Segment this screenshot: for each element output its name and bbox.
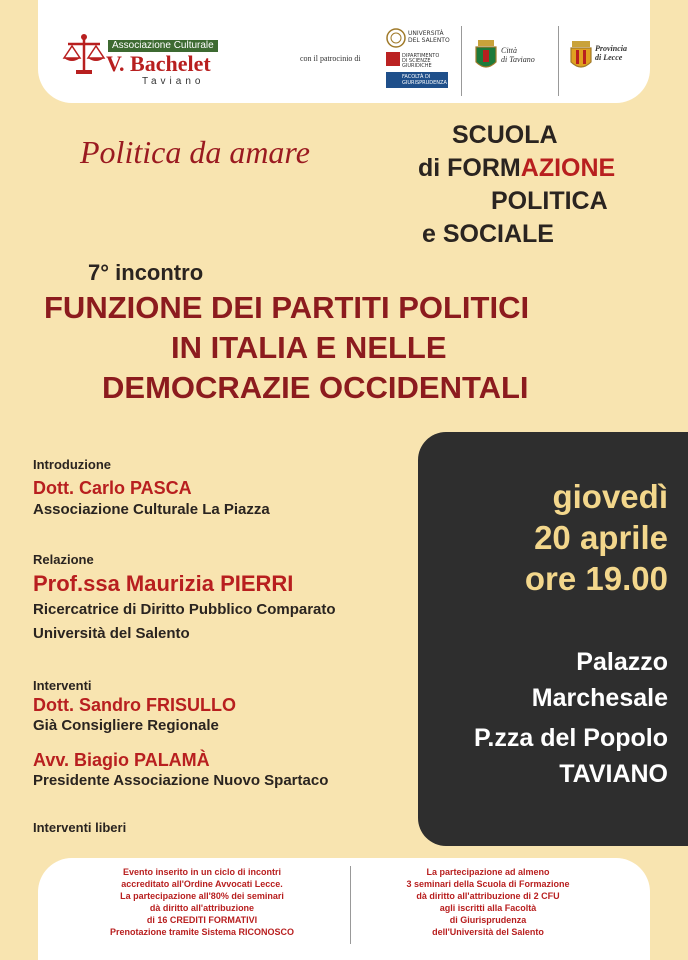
venue-line-2: Marchesale bbox=[531, 684, 668, 712]
intervention-speaker-1: Dott. Sandro FRISULLO bbox=[33, 695, 236, 715]
patronage-label: con il patrocinio di bbox=[300, 54, 361, 63]
series-title: Politica da amare bbox=[80, 134, 310, 170]
scales-of-justice-icon bbox=[62, 32, 106, 76]
university-name: UNIVERSITÀ DEL SALENTO bbox=[408, 30, 450, 44]
report-label: Relazione bbox=[33, 552, 94, 567]
venue-line-4: TAVIANO bbox=[559, 760, 668, 788]
main-title-line-3: DEMOCRAZIE OCCIDENTALI bbox=[102, 370, 529, 405]
association-type: Associazione Culturale bbox=[108, 40, 218, 52]
event-time: ore 19.00 bbox=[524, 560, 668, 597]
association-city: Taviano bbox=[142, 76, 205, 87]
header-divider bbox=[558, 26, 559, 96]
intro-label: Introduzione bbox=[33, 457, 111, 472]
school-title-line-4: e SOCIALE bbox=[422, 220, 554, 248]
intervention-affiliation-2: Presidente Associazione Nuovo Spartaco bbox=[33, 772, 329, 789]
department-logo: DIPARTIMENTO DI SCIENZE GIURIDICHE bbox=[386, 52, 448, 66]
province-crest-icon bbox=[568, 40, 594, 74]
faculty-logo: FACOLTÀ DI GIURISPRUDENZA bbox=[386, 72, 448, 88]
header-divider bbox=[461, 26, 462, 96]
footer-credits-lawyers: Evento inserito in un ciclo di incontri accreditato all'Ordine Avvocati Lecce. La partecipazione all'80% dei seminari dà diritto all'attribuzione di 16 CREDITI FORMATIVI Prenotazione tramite Sistema RICONOSCO bbox=[109, 867, 295, 937]
city-name: Città di Taviano bbox=[501, 46, 535, 64]
main-title-line-1: FUNZIONE DEI PARTITI POLITICI bbox=[44, 290, 530, 325]
main-title-line-2: IN ITALIA E NELLE bbox=[171, 330, 447, 365]
intro-speaker: Dott. Carlo PASCA bbox=[33, 478, 192, 498]
university-seal-icon bbox=[386, 28, 406, 48]
school-title-line-3: POLITICA bbox=[491, 187, 608, 215]
association-logo bbox=[62, 32, 232, 90]
event-date: 20 aprile bbox=[534, 519, 668, 556]
event-details-panel bbox=[418, 432, 688, 846]
intervention-affiliation-1: Già Consigliere Regionale bbox=[33, 717, 219, 734]
report-speaker: Prof.ssa Maurizia PIERRI bbox=[33, 571, 294, 596]
city-crest-icon bbox=[473, 38, 499, 74]
association-name: V. Bachelet bbox=[106, 51, 211, 76]
footer-credits-students: La partecipazione ad almeno 3 seminari della Scuola di Formazione dà diritto all'attribuzione di 2 CFU agli iscritti alla Facoltà di Giurisprudenza dell'Università del Salento bbox=[406, 867, 570, 937]
footer-divider bbox=[350, 866, 351, 944]
university-logo bbox=[386, 28, 452, 94]
department-mark-icon bbox=[386, 52, 400, 66]
intervention-speaker-2: Avv. Biagio PALAMÀ bbox=[33, 750, 210, 770]
province-name: Provincia di Lecce bbox=[595, 44, 627, 62]
report-affiliation-2: Università del Salento bbox=[33, 625, 190, 642]
school-title-line-1: SCUOLA bbox=[452, 121, 558, 149]
interventions-label: Interventi bbox=[33, 678, 92, 693]
intro-affiliation: Associazione Culturale La Piazza bbox=[33, 501, 270, 518]
event-day: giovedì bbox=[552, 478, 668, 515]
venue-line-3: P.zza del Popolo bbox=[473, 724, 668, 752]
school-title-line-2: di FORMAZIONE bbox=[418, 154, 616, 182]
meeting-number: 7° incontro bbox=[88, 260, 204, 285]
report-affiliation-1: Ricercatrice di Diritto Pubblico Comparato bbox=[33, 601, 336, 618]
venue-line-1: Palazzo bbox=[576, 648, 668, 676]
free-interventions: Interventi liberi bbox=[33, 820, 127, 835]
